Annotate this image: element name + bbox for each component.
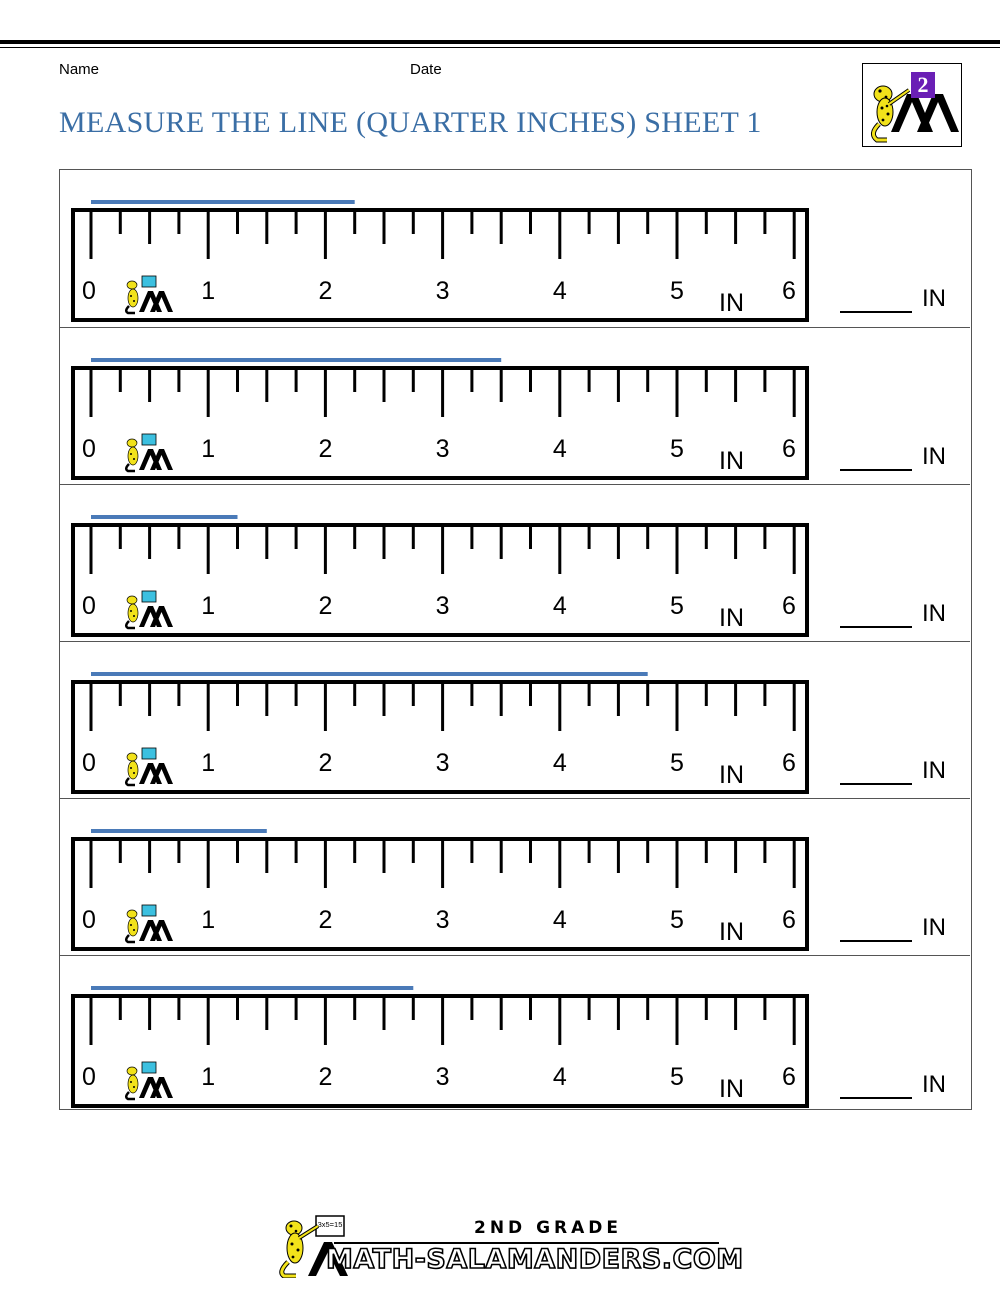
ruler-number: 6	[782, 749, 796, 777]
ruler-number: 2	[318, 749, 333, 777]
footer-logo-card-text: 3x5=15	[317, 1220, 343, 1229]
answer-field	[840, 1071, 970, 1099]
answer-blank[interactable]	[840, 1073, 912, 1099]
ruler-number: 3	[435, 435, 450, 463]
ruler-number: 6	[782, 906, 796, 934]
ruler-number: 0	[82, 1063, 96, 1091]
ruler-number: 0	[82, 749, 96, 777]
name-label: Name	[59, 61, 100, 78]
answer-blank[interactable]	[840, 445, 912, 471]
ruler-number: 3	[435, 749, 450, 777]
ruler-number: 2	[318, 1063, 333, 1091]
page-title: MEASURE THE LINE (QUARTER INCHES) SHEET 1	[59, 106, 762, 139]
ruler-unit-label: IN	[719, 604, 744, 632]
ruler-graphic	[59, 485, 859, 642]
ruler-graphic	[59, 956, 859, 1113]
ruler-number: 2	[318, 277, 333, 305]
answer-unit: IN	[922, 600, 946, 627]
problem-row-4	[59, 641, 970, 799]
problem-row-3	[59, 484, 970, 642]
ruler-number: 4	[552, 435, 567, 463]
ruler-number: 1	[201, 906, 216, 934]
ruler-number: 0	[82, 435, 96, 463]
answer-field	[840, 757, 970, 785]
answer-blank[interactable]	[840, 287, 912, 313]
ruler-number: 4	[552, 1063, 567, 1091]
ruler-unit-label: IN	[719, 761, 744, 789]
answer-field	[840, 285, 970, 313]
answer-field	[840, 600, 970, 628]
ruler-number: 3	[435, 277, 450, 305]
ruler-unit-label: IN	[719, 1075, 744, 1103]
answer-blank[interactable]	[840, 602, 912, 628]
grade-badge: 2	[911, 72, 935, 98]
ruler-graphic	[59, 799, 859, 956]
ruler-number: 4	[552, 277, 567, 305]
problem-row-1	[59, 170, 970, 327]
ruler-number: 2	[318, 906, 333, 934]
ruler-number: 5	[670, 749, 684, 777]
footer-site-text: MATH-SALAMANDERS.COM	[326, 1244, 744, 1275]
ruler-unit-label: IN	[719, 447, 744, 475]
ruler-number: 5	[670, 1063, 684, 1091]
problem-row-6	[59, 955, 970, 1113]
top-rule	[0, 40, 1000, 44]
ruler-number: 0	[82, 592, 96, 620]
answer-field	[840, 914, 970, 942]
ruler-number: 4	[552, 592, 567, 620]
ruler-number: 6	[782, 1063, 796, 1091]
ruler-number: 5	[670, 906, 684, 934]
ruler-number: 6	[782, 277, 796, 305]
date-label: Date	[410, 61, 442, 78]
ruler-number: 4	[552, 906, 567, 934]
ruler-number: 2	[318, 435, 333, 463]
answer-unit: IN	[922, 757, 946, 784]
ruler-graphic	[59, 170, 859, 327]
answer-field	[840, 443, 970, 471]
ruler-number: 5	[670, 592, 684, 620]
answer-unit: IN	[922, 914, 946, 941]
footer-logo	[274, 1212, 744, 1278]
ruler-number: 4	[552, 749, 567, 777]
answer-unit: IN	[922, 1071, 946, 1098]
ruler-unit-label: IN	[719, 918, 744, 946]
ruler-number: 3	[435, 906, 450, 934]
ruler-number: 6	[782, 435, 796, 463]
ruler-number: 1	[201, 277, 216, 305]
ruler-number: 0	[82, 906, 96, 934]
ruler-number: 5	[670, 435, 684, 463]
ruler-number: 6	[782, 592, 796, 620]
ruler-number: 1	[201, 749, 216, 777]
ruler-unit-label: IN	[719, 289, 744, 317]
ruler-number: 3	[435, 592, 450, 620]
ruler-number: 3	[435, 1063, 450, 1091]
ruler-number: 5	[670, 277, 684, 305]
top-rule-thin	[0, 47, 1000, 48]
footer-grade-text: 2ND GRADE	[474, 1218, 623, 1238]
ruler-number: 1	[201, 435, 216, 463]
ruler-number: 1	[201, 592, 216, 620]
ruler-number: 2	[318, 592, 333, 620]
ruler-graphic	[59, 642, 859, 799]
problem-row-2	[59, 327, 970, 485]
answer-unit: IN	[922, 443, 946, 470]
ruler-number: 1	[201, 1063, 216, 1091]
answer-unit: IN	[922, 285, 946, 312]
grade-logo	[862, 63, 962, 147]
ruler-number: 0	[82, 277, 96, 305]
ruler-graphic	[59, 328, 859, 485]
answer-blank[interactable]	[840, 759, 912, 785]
problem-row-5	[59, 798, 970, 956]
answer-blank[interactable]	[840, 916, 912, 942]
